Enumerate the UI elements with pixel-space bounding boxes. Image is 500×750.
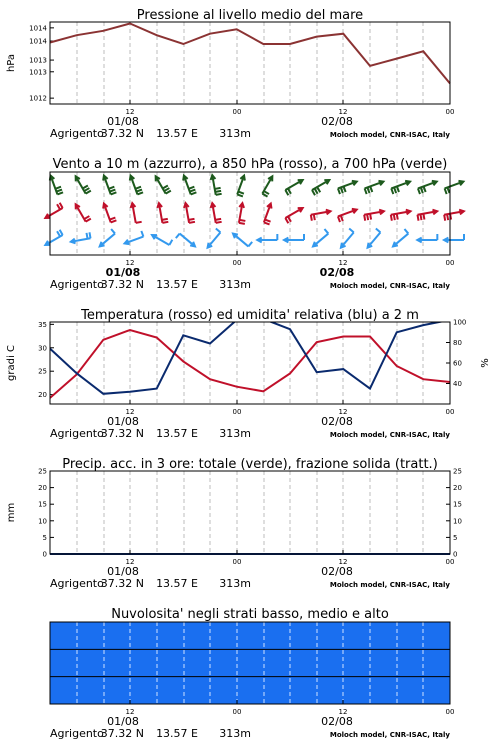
plot-frame: [50, 322, 450, 404]
wind-barb-10-m: [176, 234, 195, 247]
barb-feather: [238, 192, 244, 194]
x-tick-label: 00: [232, 558, 242, 566]
barb-feather: [237, 194, 243, 196]
barb-feather: [191, 192, 197, 194]
barb-feather: [397, 186, 399, 192]
location-alt: 313m: [219, 127, 251, 140]
barb-feather: [135, 187, 141, 189]
barb-feather: [216, 228, 221, 232]
barb-feather: [87, 233, 88, 239]
y-tick-label: 1014: [29, 37, 47, 46]
wind-barb-10-m: [152, 235, 172, 245]
x-tick-label: 00: [232, 259, 242, 267]
wind-barb-700-hPa: [338, 181, 357, 194]
wind-barb-10-m: [284, 234, 304, 242]
barb-feather: [56, 190, 62, 192]
location-lat: 37.32 N: [100, 427, 144, 440]
barb-feather: [338, 188, 340, 194]
x-tick-label: 00: [232, 408, 242, 416]
panel-1: [6, 8, 454, 140]
wind-barb-10-m: [45, 230, 62, 245]
wind-barb-850-hPa: [444, 210, 464, 221]
wind-barb-850-hPa: [157, 203, 168, 223]
barb-feather: [215, 188, 221, 189]
x-tick-label: 12: [125, 708, 135, 716]
y-tick-label-right: 10: [453, 517, 462, 526]
barb-feather: [367, 214, 368, 220]
y-tick-label-right: 15: [453, 500, 462, 509]
barb-feather: [164, 188, 169, 191]
barb-feather: [265, 220, 271, 222]
y-tick-label: 30: [38, 344, 47, 353]
barb-feather: [370, 214, 371, 220]
x-tick-label: 00: [232, 108, 242, 116]
cloud-background: [50, 622, 450, 704]
barb-feather: [364, 215, 365, 221]
location-name: Agrigento: [50, 278, 104, 291]
y-axis-label: hPa: [6, 53, 17, 73]
x-tick-label: 12: [125, 108, 135, 116]
barb-shaft: [152, 235, 169, 245]
barb-feather: [264, 191, 269, 194]
location-lon: 13.57 E: [156, 278, 198, 291]
wind-barb-700-hPa: [76, 176, 91, 193]
barb-feather: [423, 214, 424, 220]
barb-feather: [60, 230, 63, 235]
barb-feather: [176, 234, 180, 239]
y-tick-label-right: 25: [453, 467, 462, 476]
model-credit: Moloch model, CNR-ISAC, Italy: [329, 431, 450, 439]
chart-title: Temperatura (rosso) ed umidita' relativa (blu) a 2 m: [81, 308, 419, 323]
y-tick-label: 5: [42, 533, 47, 542]
barb-feather: [420, 214, 421, 220]
barb-feather: [189, 187, 195, 189]
wind-barb-850-hPa: [239, 203, 245, 224]
wind-barb-850-hPa: [211, 203, 222, 223]
chart-title: Vento a 10 m (azzurro), a 850 hPa (rosso), a 700 hPa (verde): [52, 157, 448, 172]
location-alt: 313m: [219, 427, 251, 440]
barb-feather: [89, 232, 90, 238]
wind-barb-700-hPa: [50, 176, 63, 195]
barb-feather: [189, 222, 195, 223]
barb-feather: [324, 229, 328, 234]
barb-feather: [86, 219, 91, 222]
pressure-line: [50, 24, 450, 84]
y-axis-label: gradi C: [6, 345, 17, 381]
y-axis-label: mm: [6, 502, 17, 523]
barb-feather: [60, 203, 63, 208]
wind-barb-700-hPa: [211, 175, 222, 195]
x-tick-label: 12: [338, 708, 348, 716]
barb-feather: [111, 220, 117, 222]
barb-feather: [189, 219, 195, 220]
y-tick-label-right: 20: [453, 484, 462, 493]
barb-feather: [111, 229, 115, 234]
y-tick-label: 20: [38, 391, 47, 400]
wind-barb-850-hPa: [76, 204, 91, 221]
barb-feather: [57, 192, 63, 194]
barb-feather: [445, 188, 447, 194]
wind-barb-10-m: [100, 229, 115, 246]
y-tick-label: 1014: [29, 24, 47, 33]
wind-barb-10-m: [257, 234, 277, 242]
chart-title: Nuvolosita' negli strati basso, medio e alto: [111, 607, 389, 622]
location-alt: 313m: [219, 577, 251, 590]
barb-feather: [55, 187, 61, 189]
wind-barb-700-hPa: [365, 181, 384, 194]
date-label: 02/08: [321, 115, 353, 128]
wind-barb-850-hPa: [264, 204, 272, 225]
location-name: Agrigento: [50, 727, 104, 740]
barb-feather: [84, 216, 89, 219]
wind-barb-700-hPa: [391, 181, 410, 194]
barb-shaft: [208, 232, 221, 247]
barb-feather: [349, 228, 354, 232]
barb-feather: [418, 188, 420, 194]
barb-shaft: [100, 234, 115, 247]
y-tick-label: 15: [38, 500, 47, 509]
date-label: 01/08: [107, 115, 139, 128]
wind-barb-850-hPa: [184, 203, 195, 223]
barb-feather: [312, 190, 315, 195]
panel-4: [6, 457, 462, 590]
barb-feather: [239, 220, 245, 221]
panel-2: [45, 157, 464, 291]
x-tick-label: 00: [445, 259, 455, 267]
wind-barb-10-m: [233, 234, 252, 247]
x-tick-label: 00: [445, 558, 455, 566]
wind-barb-850-hPa: [311, 210, 331, 221]
y-tick-label: 25: [38, 367, 47, 376]
y-tick-label-right: 60: [453, 359, 462, 368]
wind-barb-10-m: [444, 234, 464, 242]
x-tick-label: 12: [338, 259, 348, 267]
barb-feather: [190, 190, 196, 192]
barb-feather: [248, 242, 252, 247]
barb-feather: [404, 229, 408, 234]
barb-feather: [216, 194, 222, 195]
barb-feather: [370, 186, 372, 192]
wind-barb-850-hPa: [417, 210, 437, 221]
wind-barb-700-hPa: [418, 181, 437, 194]
y-tick-label: 20: [38, 484, 47, 493]
barb-feather: [344, 186, 346, 192]
wind-barb-850-hPa: [364, 210, 384, 221]
plot-frame: [50, 22, 450, 104]
barb-feather: [447, 214, 448, 220]
panel-5: [50, 607, 454, 740]
barb-feather: [111, 192, 117, 194]
barb-shaft: [341, 232, 354, 247]
location-name: Agrigento: [50, 577, 104, 590]
wind-barb-700-hPa: [183, 176, 196, 195]
location-lat: 37.32 N: [100, 127, 144, 140]
wind-barb-700-hPa: [156, 176, 171, 193]
barb-feather: [317, 187, 320, 192]
barb-feather: [314, 214, 315, 220]
humidity-line: [50, 319, 450, 394]
y-tick-label: 1012: [29, 94, 47, 103]
location-alt: 313m: [219, 727, 251, 740]
barb-feather: [376, 228, 381, 232]
x-tick-label: 00: [232, 708, 242, 716]
barb-feather: [136, 222, 142, 223]
barb-feather: [338, 216, 340, 222]
barb-feather: [216, 222, 222, 223]
model-credit: Moloch model, CNR-ISAC, Italy: [329, 731, 450, 739]
x-tick-label: 12: [125, 259, 135, 267]
x-tick-label: 00: [445, 708, 455, 716]
barb-feather: [169, 240, 172, 245]
wind-barb-700-hPa: [237, 176, 245, 197]
y-tick-label-right: 0: [453, 550, 458, 559]
location-lat: 37.32 N: [100, 577, 144, 590]
barb-feather: [262, 194, 267, 197]
panel-3: [6, 308, 491, 440]
x-tick-label: 12: [125, 408, 135, 416]
barb-feather: [421, 187, 423, 193]
y-tick-label: 1013: [29, 68, 47, 77]
y-tick-label-right: 100: [453, 318, 467, 327]
barb-feather: [264, 222, 270, 224]
wind-barb-850-hPa: [338, 209, 357, 222]
x-tick-label: 00: [445, 108, 455, 116]
barb-feather: [365, 188, 367, 194]
location-name: Agrigento: [50, 427, 104, 440]
barb-feather: [367, 187, 369, 193]
wind-barb-850-hPa: [391, 210, 411, 221]
location-lon: 13.57 E: [156, 577, 198, 590]
date-label: 02/08: [321, 715, 353, 728]
y-tick-label: 0: [42, 550, 47, 559]
barb-shaft: [368, 232, 381, 247]
chart-title: Pressione al livello medio del mare: [136, 8, 364, 23]
location-lat: 37.32 N: [100, 278, 144, 291]
date-label: 01/08: [107, 565, 139, 578]
x-tick-label: 12: [338, 108, 348, 116]
date-label: 02/08: [321, 565, 353, 578]
date-label: 01/08: [107, 415, 139, 428]
barb-feather: [417, 215, 418, 221]
y-tick-label: 35: [38, 320, 47, 329]
barb-shaft: [180, 234, 195, 247]
location-lon: 13.57 E: [156, 727, 198, 740]
barb-feather: [215, 191, 221, 192]
barb-feather: [447, 187, 449, 193]
barb-shaft: [233, 234, 248, 247]
wind-barb-850-hPa: [131, 203, 142, 223]
date-label: 01/08: [105, 266, 141, 279]
wind-barb-10-m: [417, 234, 437, 242]
barb-feather: [57, 231, 60, 236]
date-label: 02/08: [319, 266, 355, 279]
y-tick-label-right: 80: [453, 339, 462, 347]
wind-barb-700-hPa: [130, 176, 143, 195]
wind-barb-700-hPa: [445, 181, 464, 194]
barb-feather: [136, 190, 142, 192]
wind-barb-850-hPa: [103, 204, 116, 223]
barb-feather: [162, 219, 168, 220]
wind-barb-10-m: [313, 229, 328, 246]
barb-feather: [311, 215, 312, 221]
barb-feather: [394, 214, 395, 220]
barb-feather: [110, 218, 116, 220]
barb-feather: [86, 191, 91, 194]
y-axis-label-right: %: [480, 358, 491, 368]
model-credit: Moloch model, CNR-ISAC, Italy: [329, 282, 450, 290]
wind-barb-850-hPa: [285, 208, 302, 223]
barb-feather: [215, 219, 221, 220]
barb-feather: [444, 215, 445, 221]
barb-feather: [341, 187, 343, 193]
x-tick-label: 12: [125, 558, 135, 566]
barb-feather: [424, 186, 426, 192]
wind-barb-10-m: [125, 231, 144, 244]
barb-feather: [162, 222, 168, 223]
y-tick-label: 25: [38, 467, 47, 476]
date-label: 02/08: [321, 415, 353, 428]
barb-feather: [83, 185, 88, 188]
y-tick-label: 1013: [29, 56, 47, 65]
location-lat: 37.32 N: [100, 727, 144, 740]
chart-title: Precip. acc. in 3 ore: totale (verde), frazione solida (tratt.): [62, 457, 438, 472]
barb-feather: [137, 192, 143, 194]
barb-feather: [397, 214, 398, 220]
wind-barb-10-m: [71, 232, 91, 243]
location-lon: 13.57 E: [156, 427, 198, 440]
wind-barb-850-hPa: [45, 203, 62, 218]
barb-feather: [141, 231, 143, 237]
y-tick-label-right: 5: [453, 533, 458, 542]
wind-barb-700-hPa: [285, 180, 302, 195]
barb-feather: [391, 215, 392, 221]
x-tick-label: 12: [338, 408, 348, 416]
model-credit: Moloch model, CNR-ISAC, Italy: [329, 581, 450, 589]
barb-feather: [57, 204, 60, 209]
x-tick-label: 12: [338, 558, 348, 566]
barb-feather: [109, 187, 115, 189]
plot-frame: [50, 471, 450, 554]
location-lon: 13.57 E: [156, 127, 198, 140]
barb-feather: [166, 191, 171, 194]
location-name: Agrigento: [50, 127, 104, 140]
barb-feather: [394, 187, 396, 193]
wind-barb-700-hPa: [103, 176, 116, 195]
date-label: 01/08: [107, 715, 139, 728]
wind-barb-10-m: [393, 229, 408, 246]
barb-feather: [285, 190, 288, 195]
barb-feather: [84, 188, 89, 191]
location-alt: 313m: [219, 278, 251, 291]
barb-shaft: [393, 234, 408, 247]
x-tick-label: 00: [445, 408, 455, 416]
plot-frame: [50, 172, 450, 255]
barb-feather: [163, 185, 168, 188]
barb-feather: [391, 188, 393, 194]
barb-feather: [285, 218, 288, 223]
barb-shaft: [313, 234, 328, 247]
model-credit: Moloch model, CNR-ISAC, Italy: [329, 131, 450, 139]
y-tick-label-right: 40: [453, 380, 462, 388]
barb-feather: [110, 190, 116, 192]
barb-feather: [341, 215, 343, 221]
barb-feather: [239, 223, 245, 224]
temperature-line: [50, 330, 450, 398]
y-tick-label: 10: [38, 517, 47, 526]
wind-barb-700-hPa: [312, 180, 329, 195]
